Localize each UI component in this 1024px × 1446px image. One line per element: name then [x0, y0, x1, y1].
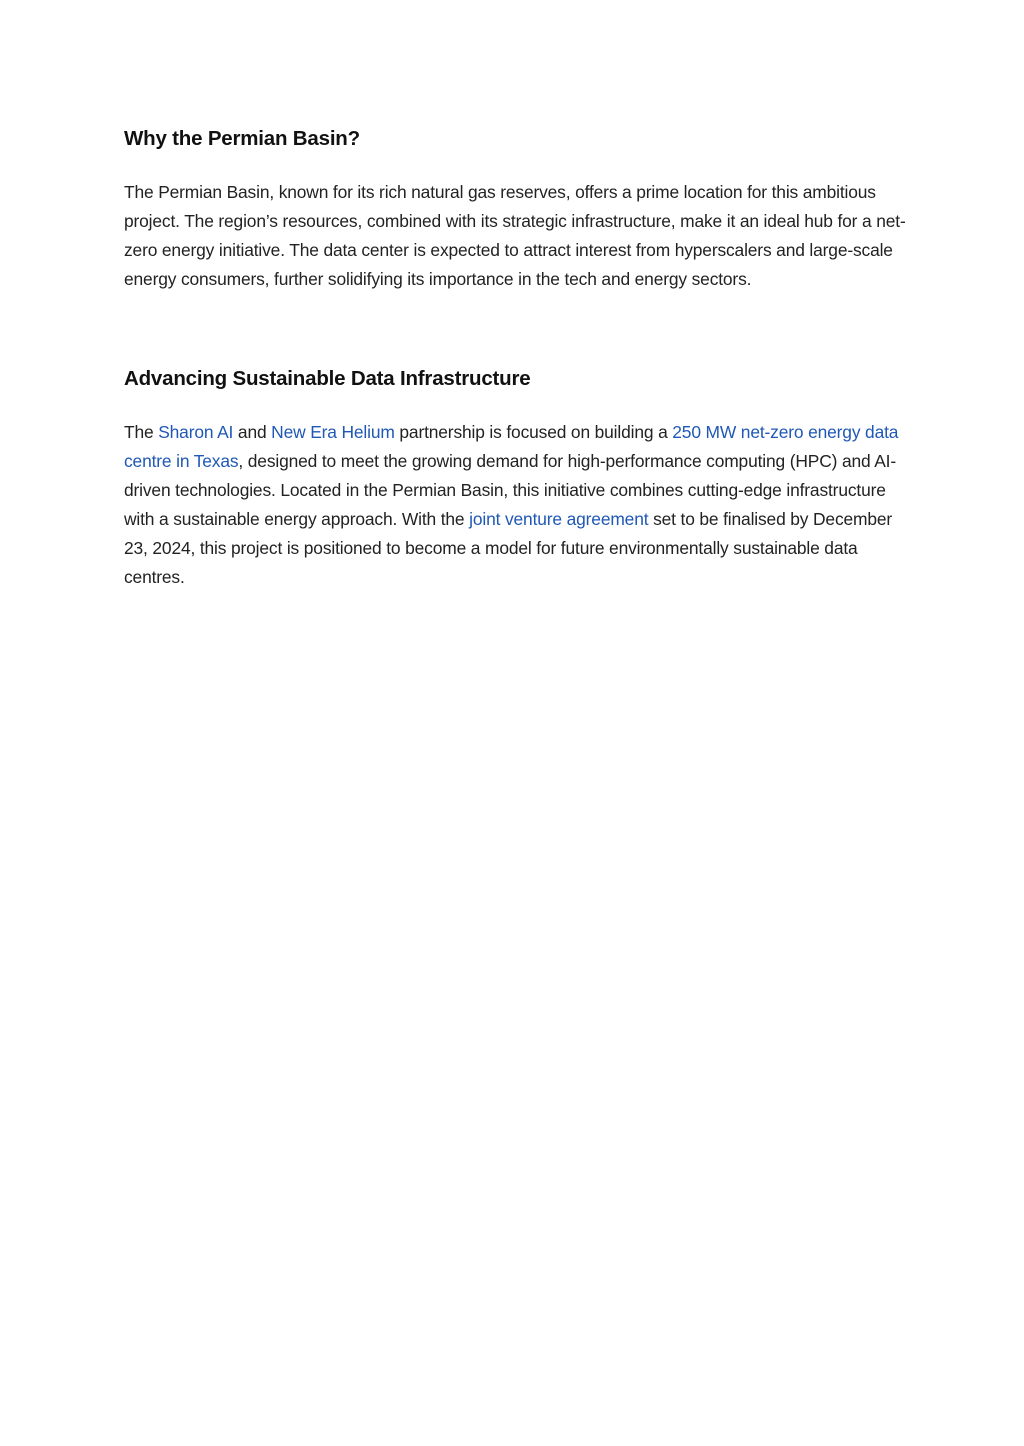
paragraph-text: set to be finalised by December 23, 2024, this project is positioned to become a model for future environmentally sustainable data centres. [124, 509, 893, 587]
paragraph-text: partnership is focused on building a [394, 422, 673, 442]
link-new-era-helium[interactable]: New Era Helium [271, 422, 395, 442]
section-paragraph-permian-basin: The Permian Basin, known for its rich natural gas reserves, offers a prime location for this ambitious project. The region’s resources, combined with its strategic infrastructure, make it an ideal hub for a net-zero energy initiative. The data center is expected to attract interest from hyperscalers and large-scale energy consumers, further solidifying its importance in the tech and energy sectors. [124, 182, 906, 289]
section-paragraph-sustainable-infrastructure [124, 418, 906, 592]
paragraph-text: and [233, 422, 272, 442]
paragraph-text: The [124, 422, 159, 442]
link-sharon-ai[interactable]: Sharon AI [158, 422, 234, 442]
section-heading-sustainable-infrastructure: Advancing Sustainable Data Infrastructure [124, 367, 531, 390]
section-heading-permian-basin: Why the Permian Basin? [124, 127, 360, 150]
link-joint-venture-agreement[interactable]: joint venture agreement [469, 509, 649, 529]
paragraph-text: , designed to meet the growing demand for high-performance computing (HPC) and AI-driven technologies. Located in the Permian Basin, this initiative combines cutting-edge infrastructure with a sustainable energy approach. With the [124, 451, 897, 529]
link-data-centre-texas[interactable]: 250 MW net-zero energy data centre in Texas [124, 422, 899, 471]
